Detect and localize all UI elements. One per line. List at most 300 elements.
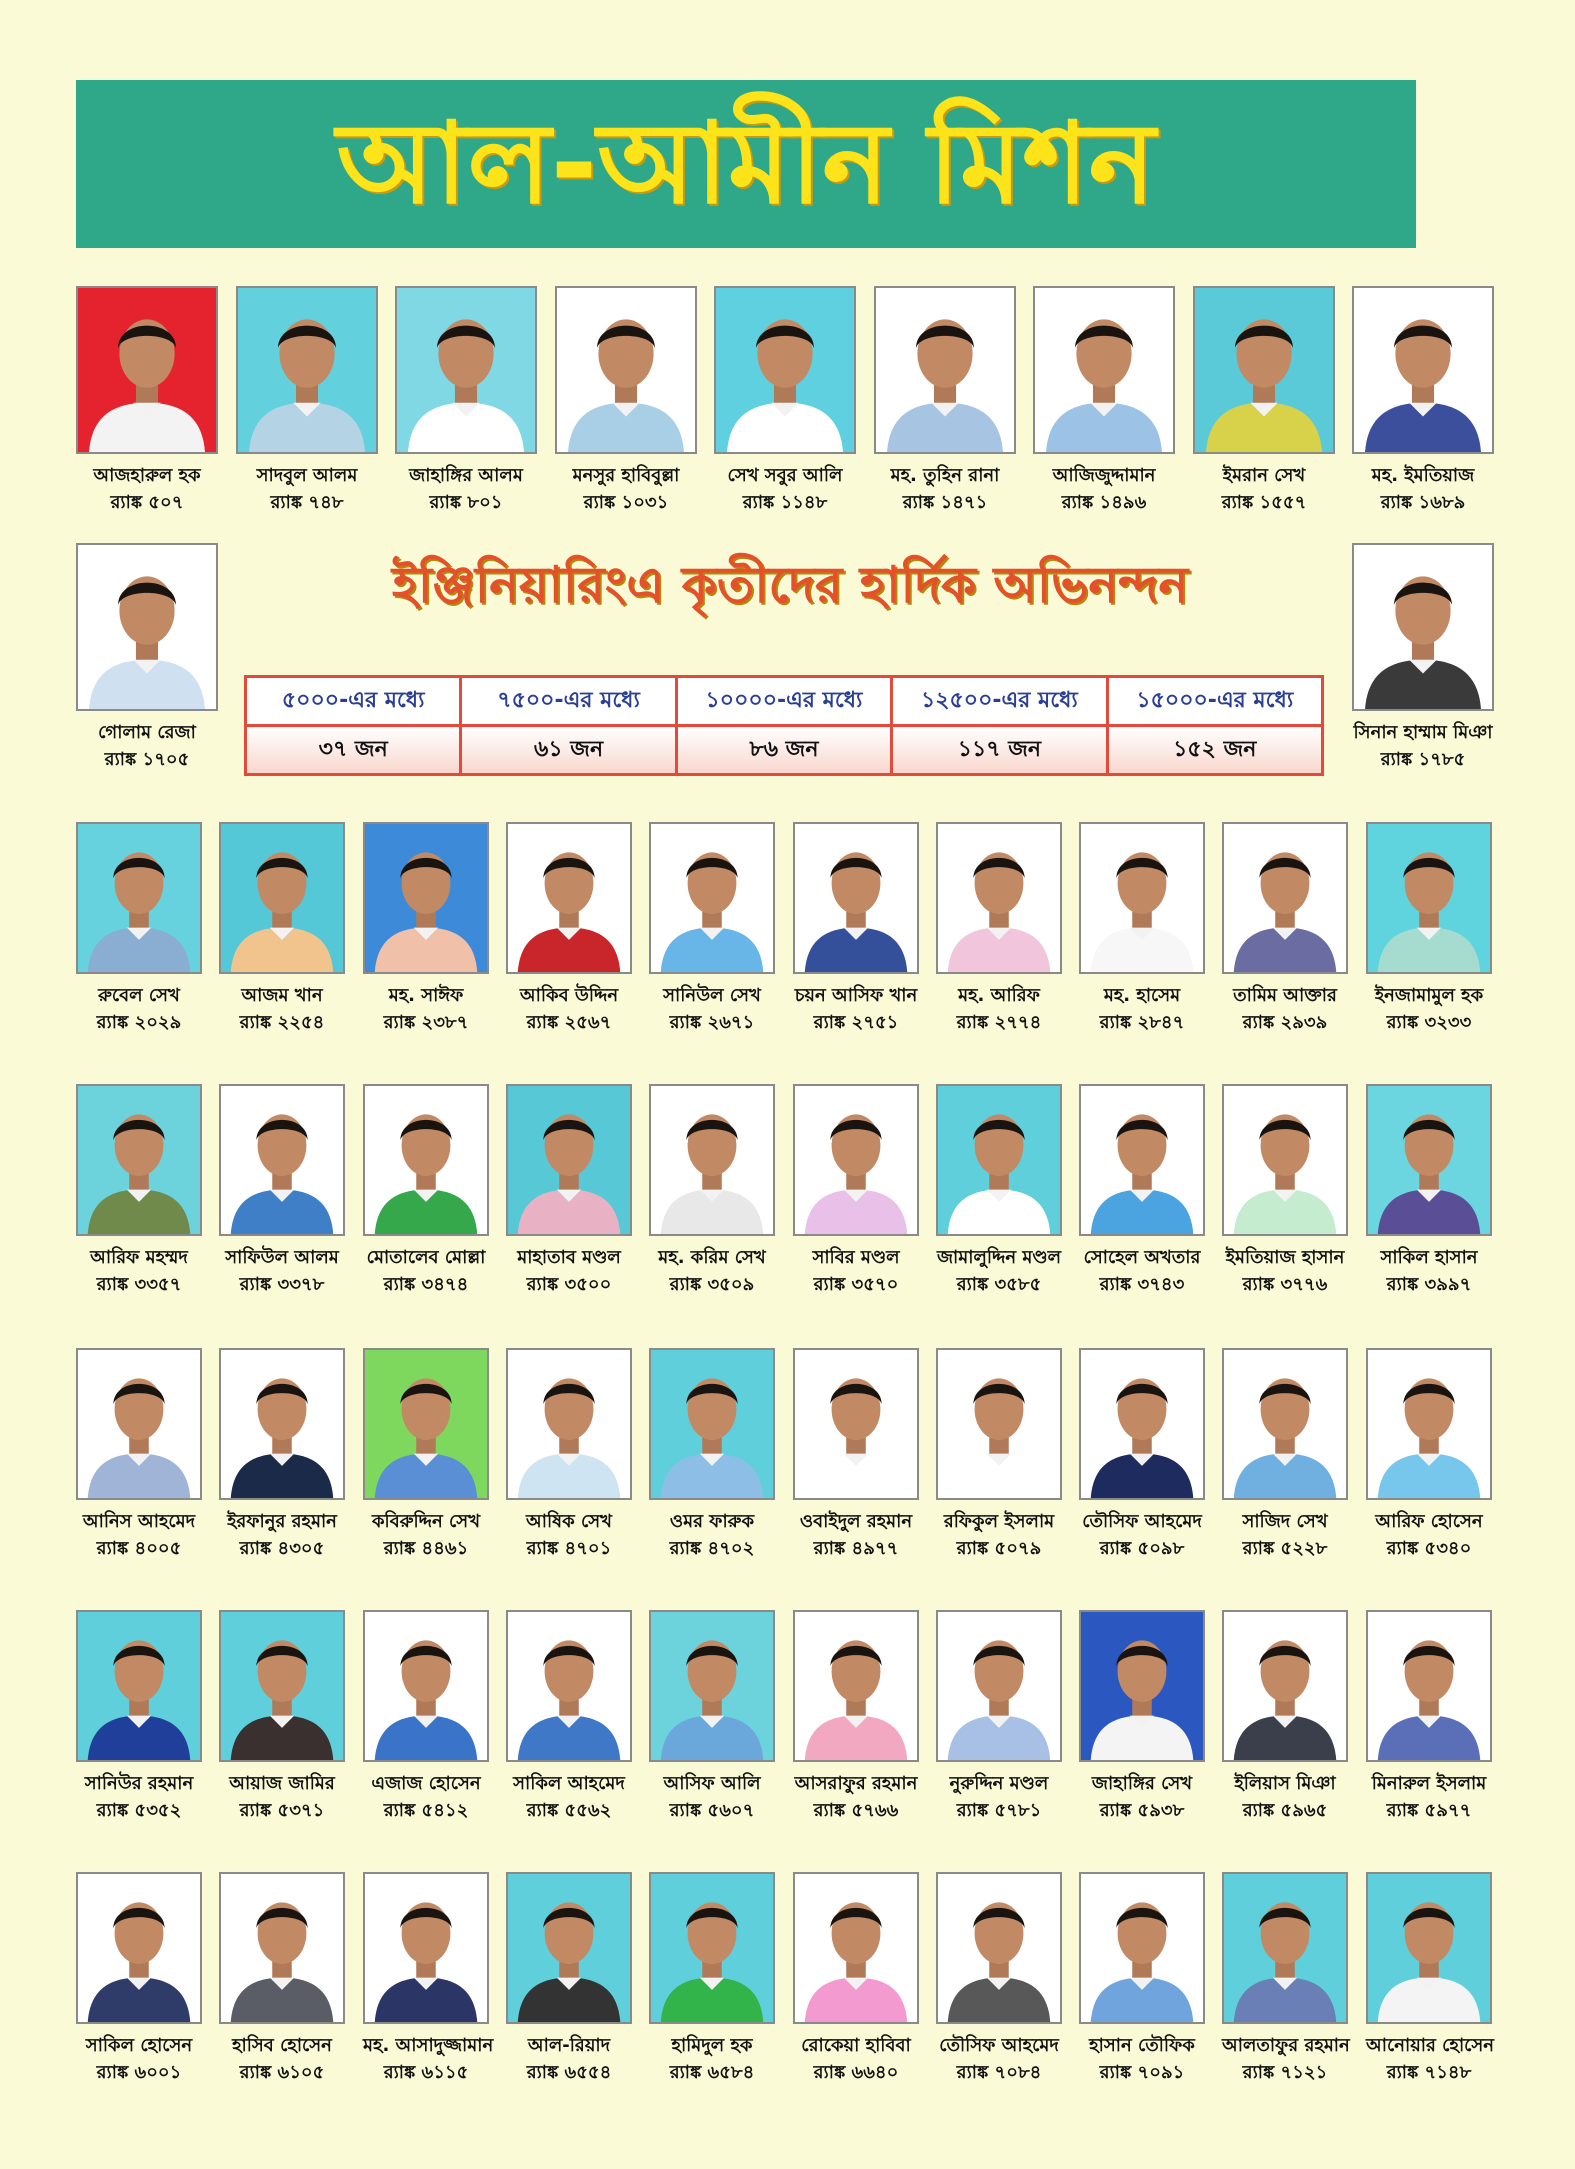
portrait-photo: [1195, 288, 1333, 452]
student-name: জাহাঙ্গির আলম: [409, 465, 523, 486]
portrait-photo: [221, 824, 343, 972]
student-name: জাহাঙ্গির সেখ: [1091, 1773, 1193, 1794]
student-rank: র‍্যাঙ্ক ৬১১৫: [383, 2062, 469, 2083]
student-rank: র‍্যাঙ্ক ৫৪১২: [383, 1800, 469, 1821]
portrait-photo: [1354, 545, 1492, 709]
student-card: [506, 1084, 632, 1298]
student-name: গোলাম রেজা: [98, 722, 196, 743]
portrait-photo: [651, 1874, 773, 2022]
student-card: [506, 1348, 632, 1562]
student-card: [506, 1610, 632, 1824]
portrait-photo: [365, 824, 487, 972]
student-rank: র‍্যাঙ্ক ৭৪৮: [270, 492, 344, 513]
portrait-photo: [508, 1350, 630, 1498]
student-rank: র‍্যাঙ্ক ৫৭৮১: [956, 1800, 1042, 1821]
summary-value: ৮৬ জন: [676, 726, 891, 775]
student-rank: র‍্যাঙ্ক ৫৫৬২: [526, 1800, 612, 1821]
summary-header: ৭৫০০-এর মধ্যে: [461, 677, 676, 726]
student-rank: র‍্যাঙ্ক ৩৫৮৫: [956, 1274, 1042, 1295]
student-name: নুরুদ্দিন মণ্ডল: [949, 1773, 1049, 1794]
portrait-photo: [1081, 1350, 1203, 1498]
student-rank: র‍্যাঙ্ক ৫০৯৮: [1099, 1538, 1185, 1559]
student-card: [219, 1610, 345, 1824]
student-card: [1366, 1084, 1492, 1298]
student-name: আসরাফুর রহমান: [794, 1773, 918, 1794]
student-rank: র‍্যাঙ্ক ৫৩৭১: [239, 1800, 325, 1821]
student-card: [793, 1610, 919, 1824]
student-rank: র‍্যাঙ্ক ৭০৮৪: [956, 2062, 1042, 2083]
student-rank: র‍্যাঙ্ক ২৭৫১: [813, 1012, 899, 1033]
student-name: আরিফ হোসেন: [1375, 1511, 1483, 1532]
student-name: এজাজ হোসেন: [371, 1773, 481, 1794]
student-photo: [76, 1084, 202, 1236]
student-photo: [1079, 1348, 1205, 1500]
student-photo: [793, 1610, 919, 1762]
student-card: [1222, 1610, 1348, 1824]
portrait-photo: [1081, 1612, 1203, 1760]
congratulations-heading: ইঞ্জিনিয়ারিংএ কৃতীদের হার্দিক অভিনন্দন: [391, 556, 1189, 614]
student-rank: র‍্যাঙ্ক ১৭০৫: [104, 749, 190, 770]
student-card: [363, 1610, 489, 1824]
student-name: চয়ন আসিফ খান: [794, 985, 918, 1006]
portrait-photo: [938, 824, 1060, 972]
portrait-photo: [1368, 1612, 1490, 1760]
student-photo: [793, 1872, 919, 2024]
student-photo: [649, 1348, 775, 1500]
student-card: [1079, 1348, 1205, 1562]
student-name: হাসান তৌফিক: [1089, 2035, 1195, 2056]
student-photo: [936, 1348, 1062, 1500]
portrait-photo: [78, 824, 200, 972]
student-photo: [936, 1610, 1062, 1762]
student-name: আজম খান: [241, 985, 323, 1006]
portrait-photo: [795, 1086, 917, 1234]
student-rank: র‍্যাঙ্ক ৩৫০০: [526, 1274, 612, 1295]
student-card: [219, 1084, 345, 1298]
student-name: আনোয়ার হোসেন: [1366, 2035, 1495, 2056]
student-card: [793, 1348, 919, 1562]
student-rank: র‍্যাঙ্ক ৩৯৯৭: [1386, 1274, 1472, 1295]
student-photo: [76, 1348, 202, 1500]
student-photo: [1352, 543, 1494, 711]
student-card: [649, 822, 775, 1036]
student-card: [1222, 822, 1348, 1036]
student-rank: র‍্যাঙ্ক ৪৪৬১: [383, 1538, 469, 1559]
portrait-photo: [365, 1086, 487, 1234]
student-name: মহ. আসাদুজ্জামান: [363, 2035, 494, 2056]
summary-header: ১০০০০-এর মধ্যে: [676, 677, 891, 726]
student-card: [76, 822, 202, 1036]
student-rank: র‍্যাঙ্ক ৬৫৮৪: [669, 2062, 755, 2083]
student-card: [936, 1084, 1062, 1298]
student-photo: [363, 1872, 489, 2024]
student-photo: [936, 1084, 1062, 1236]
student-name: মোতালেব মোল্লা: [366, 1247, 486, 1268]
student-card: [874, 286, 1016, 516]
portrait-photo: [238, 288, 376, 452]
student-photo: [219, 822, 345, 974]
student-card: [649, 1348, 775, 1562]
student-name: সাকিল হোসেন: [85, 2035, 193, 2056]
student-card: [793, 1872, 919, 2086]
portrait-photo: [938, 1874, 1060, 2022]
student-photo: [76, 543, 218, 711]
student-card: [363, 1348, 489, 1562]
student-card: [1222, 1348, 1348, 1562]
student-photo: [363, 822, 489, 974]
student-rank: র‍্যাঙ্ক ৩৭৭৬: [1242, 1274, 1328, 1295]
student-rank: র‍্যাঙ্ক ৩৭৪৩: [1099, 1274, 1185, 1295]
portrait-photo: [1081, 1874, 1203, 2022]
student-name: ওমর ফারুক: [669, 1511, 755, 1532]
portrait-photo: [938, 1612, 1060, 1760]
portrait-photo: [651, 824, 773, 972]
student-rank: র‍্যাঙ্ক ৩৫০৯: [669, 1274, 755, 1295]
student-card: [936, 1872, 1062, 2086]
student-name: আনিস আহমেদ: [82, 1511, 196, 1532]
student-rank: র‍্যাঙ্ক ২২৫৪: [239, 1012, 325, 1033]
student-rank: র‍্যাঙ্ক ২৩৮৭: [383, 1012, 469, 1033]
student-name: সাজিদ সেখ: [1242, 1511, 1328, 1532]
student-rank: র‍্যাঙ্ক ১৫৫৭: [1221, 492, 1307, 513]
student-photo: [363, 1348, 489, 1500]
student-photo: [363, 1610, 489, 1762]
student-name: তৌসিফ আহমেদ: [1082, 1511, 1202, 1532]
student-card: [1079, 1084, 1205, 1298]
student-name: সানিউর রহমান: [84, 1773, 194, 1794]
student-name: সাকিল আহমেদ: [513, 1773, 625, 1794]
student-card: [76, 1084, 202, 1298]
student-name: মহ. তুহিন রানা: [890, 465, 1000, 486]
student-name: ইলিয়াস মিঞা: [1234, 1773, 1336, 1794]
student-photo: [506, 1610, 632, 1762]
student-name: রুবেল সেখ: [98, 985, 180, 1006]
student-card: [936, 1348, 1062, 1562]
portrait-photo: [876, 288, 1014, 452]
student-name: সাদবুল আলম: [256, 465, 358, 486]
student-card: [1193, 286, 1335, 516]
student-rank: র‍্যাঙ্ক ৫৩৫২: [96, 1800, 182, 1821]
portrait-photo: [1368, 1350, 1490, 1498]
student-rank: র‍্যাঙ্ক ৫৯৩৮: [1099, 1800, 1185, 1821]
student-photo: [1366, 1348, 1492, 1500]
summary-header: ১৫০০০-এর মধ্যে: [1107, 677, 1322, 726]
student-rank: র‍্যাঙ্ক ৬৬৪০: [813, 2062, 899, 2083]
student-rank: র‍্যাঙ্ক ৪৯৭৭: [813, 1538, 899, 1559]
portrait-photo: [397, 288, 535, 452]
portrait-photo: [508, 1874, 630, 2022]
student-rank: র‍্যাঙ্ক ২৯৩৯: [1242, 1012, 1328, 1033]
portrait-photo: [365, 1350, 487, 1498]
student-card: [936, 822, 1062, 1036]
portrait-photo: [1224, 1874, 1346, 2022]
portrait-photo: [78, 1086, 200, 1234]
student-photo: [1193, 286, 1335, 454]
student-rank: র‍্যাঙ্ক ৪০০৫: [96, 1538, 182, 1559]
student-name: সিনান হাম্মাম মিঞা: [1353, 722, 1493, 743]
student-card: [1366, 1348, 1492, 1562]
summary-header: ১২৫০০-এর মধ্যে: [892, 677, 1107, 726]
portrait-photo: [221, 1612, 343, 1760]
student-card: [76, 1872, 202, 2086]
student-name: হাসিব হোসেন: [232, 2035, 332, 2056]
student-name: আল-রিয়াদ: [527, 2035, 611, 2056]
student-card: [76, 1610, 202, 1824]
student-photo: [1079, 1872, 1205, 2024]
student-name: সোহেল অখতার: [1083, 1247, 1201, 1268]
student-photo: [1222, 1610, 1348, 1762]
student-rank: র‍্যাঙ্ক ৫২২৮: [1242, 1538, 1328, 1559]
student-name: জামালুদ্দিন মণ্ডল: [936, 1247, 1062, 1268]
student-name: তামিম আক্তার: [1233, 985, 1337, 1006]
student-rank: র‍্যাঙ্ক ১১৪৮: [742, 492, 828, 513]
student-rank: র‍্যাঙ্ক ১৭৮৫: [1380, 749, 1466, 770]
student-photo: [936, 822, 1062, 974]
portrait-photo: [716, 288, 854, 452]
student-card: [363, 822, 489, 1036]
summary-value: ৬১ জন: [461, 726, 676, 775]
student-name: ইমতিয়াজ হাসান: [1225, 1247, 1345, 1268]
portrait-photo: [365, 1612, 487, 1760]
student-photo: [649, 1084, 775, 1236]
student-rank: র‍্যাঙ্ক ৩৫৭০: [813, 1274, 899, 1295]
student-photo: [1079, 1610, 1205, 1762]
student-photo: [1352, 286, 1494, 454]
student-photo: [76, 286, 218, 454]
student-photo: [1366, 822, 1492, 974]
student-photo: [936, 1872, 1062, 2024]
student-photo: [219, 1610, 345, 1762]
portrait-photo: [1368, 1874, 1490, 2022]
student-card: [76, 286, 218, 516]
portrait-photo: [508, 1612, 630, 1760]
student-card: [1222, 1872, 1348, 2086]
banner: [76, 80, 1416, 248]
portrait-photo: [938, 1350, 1060, 1498]
student-card: [1079, 822, 1205, 1036]
student-photo: [649, 1610, 775, 1762]
student-rank: র‍্যাঙ্ক ৪৩০৫: [239, 1538, 325, 1559]
student-name: তৌসিফ আহমেদ: [939, 2035, 1059, 2056]
student-rank: র‍্যাঙ্ক ৩৪৭৪: [383, 1274, 469, 1295]
summary-value: ৩৭ জন: [246, 726, 461, 775]
student-card: [76, 543, 218, 773]
student-name: মহ. আরিফ: [958, 985, 1040, 1006]
summary-value-row: [246, 726, 1323, 775]
student-rank: র‍্যাঙ্ক ৩২৩৩: [1386, 1012, 1472, 1033]
student-rank: র‍্যাঙ্ক ২৫৬৭: [526, 1012, 612, 1033]
student-name: রফিকুল ইসলাম: [943, 1511, 1055, 1532]
student-name: আষিক সেখ: [526, 1511, 612, 1532]
student-name: মহ. ইমতিয়াজ: [1371, 465, 1475, 486]
portrait-photo: [221, 1086, 343, 1234]
student-photo: [219, 1872, 345, 2024]
student-rank: র‍্যাঙ্ক ৫৯৭৭: [1386, 1800, 1472, 1821]
portrait-photo: [221, 1874, 343, 2022]
student-name: আলতাফুর রহমান: [1222, 2035, 1350, 2056]
student-photo: [793, 1084, 919, 1236]
portrait-photo: [1081, 824, 1203, 972]
student-photo: [1222, 822, 1348, 974]
student-rank: র‍্যাঙ্ক ২৭৭৪: [956, 1012, 1042, 1033]
portrait-photo: [1035, 288, 1173, 452]
student-rank: র‍্যাঙ্ক ৭১৪৮: [1386, 2062, 1472, 2083]
student-rank: র‍্যাঙ্ক ৪৭০১: [526, 1538, 612, 1559]
student-card: [1033, 286, 1175, 516]
student-rank: র‍্যাঙ্ক ৩৩৫৭: [96, 1274, 182, 1295]
banner-title: আল-আমীন মিশন: [336, 99, 1156, 229]
student-card: [1222, 1084, 1348, 1298]
student-name: সেখ সবুর আলি: [727, 465, 843, 486]
student-rank: র‍্যাঙ্ক ৫০৭: [110, 492, 184, 513]
student-name: মিনারুল ইসলাম: [1371, 1773, 1487, 1794]
student-card: [1079, 1610, 1205, 1824]
student-card: [506, 822, 632, 1036]
student-card: [1079, 1872, 1205, 2086]
student-card: [793, 822, 919, 1036]
summary-value: ১১৭ জন: [892, 726, 1107, 775]
portrait-photo: [795, 1874, 917, 2022]
student-photo: [1366, 1610, 1492, 1762]
student-photo: [1079, 822, 1205, 974]
portrait-photo: [78, 288, 216, 452]
student-photo: [363, 1084, 489, 1236]
student-name: ইরফানুর রহমান: [227, 1511, 337, 1532]
rank-summary-table: [244, 675, 1324, 776]
student-name: সাফিউল আলম: [225, 1247, 339, 1268]
student-photo: [395, 286, 537, 454]
portrait-photo: [78, 1350, 200, 1498]
student-photo: [1366, 1084, 1492, 1236]
student-photo: [874, 286, 1016, 454]
student-name: মাহাতাব মণ্ডল: [517, 1247, 621, 1268]
student-rank: র‍্যাঙ্ক ৫৯৬৫: [1242, 1800, 1328, 1821]
student-rank: র‍্যাঙ্ক ১৬৮৯: [1380, 492, 1466, 513]
student-photo: [1222, 1084, 1348, 1236]
student-photo: [219, 1084, 345, 1236]
student-photo: [506, 1348, 632, 1500]
student-card: [1352, 543, 1494, 773]
student-name: আসিফ আলি: [663, 1773, 761, 1794]
student-photo: [236, 286, 378, 454]
student-name: সাকিল হাসান: [1380, 1247, 1478, 1268]
portrait-photo: [651, 1350, 773, 1498]
student-card: [219, 1348, 345, 1562]
student-rank: র‍্যাঙ্ক ৭০৯১: [1099, 2062, 1185, 2083]
portrait-photo: [1354, 288, 1492, 452]
student-name: কবিরুদ্দিন সেখ: [371, 1511, 481, 1532]
student-card: [714, 286, 856, 516]
portrait-photo: [938, 1086, 1060, 1234]
summary-value: ১৫২ জন: [1107, 726, 1322, 775]
student-rank: র‍্যাঙ্ক ৫৬০৭: [669, 1800, 755, 1821]
student-rank: র‍্যাঙ্ক ৫৩৪০: [1386, 1538, 1472, 1559]
portrait-photo: [508, 824, 630, 972]
student-name: হামিদুল হক: [671, 2035, 753, 2056]
student-name: আজহারুল হক: [93, 465, 201, 486]
student-card: [793, 1084, 919, 1298]
student-photo: [219, 1348, 345, 1500]
student-card: [363, 1872, 494, 2086]
student-rank: র‍্যাঙ্ক ৫০৭৯: [956, 1538, 1042, 1559]
student-rank: র‍্যাঙ্ক ১৪৯৬: [1061, 492, 1147, 513]
student-card: [936, 1610, 1062, 1824]
student-name: সাবির মণ্ডল: [812, 1247, 900, 1268]
student-name: রোকেয়া হাবিবা: [801, 2035, 911, 2056]
student-rank: র‍্যাঙ্ক ৬৫৫৪: [526, 2062, 612, 2083]
student-photo: [1222, 1348, 1348, 1500]
student-card: [363, 1084, 489, 1298]
student-photo: [555, 286, 697, 454]
student-card: [219, 822, 345, 1036]
student-photo: [76, 1872, 202, 2024]
student-rank: র‍্যাঙ্ক ৪৭০২: [669, 1538, 755, 1559]
student-card: [1366, 822, 1492, 1036]
student-photo: [793, 1348, 919, 1500]
portrait-photo: [1224, 824, 1346, 972]
portrait-photo: [651, 1612, 773, 1760]
student-photo: [649, 822, 775, 974]
portrait-photo: [557, 288, 695, 452]
student-rank: র‍্যাঙ্ক ৭১২১: [1242, 2062, 1328, 2083]
student-rank: র‍্যাঙ্ক ২৮৪৭: [1099, 1012, 1185, 1033]
portrait-photo: [508, 1086, 630, 1234]
student-name: আরিফ মহম্মদ: [90, 1247, 188, 1268]
student-name: মহ. হাসেম: [1103, 985, 1181, 1006]
student-card: [76, 1348, 202, 1562]
student-photo: [1033, 286, 1175, 454]
student-photo: [506, 822, 632, 974]
student-rank: র‍্যাঙ্ক ৬০০১: [96, 2062, 182, 2083]
student-card: [649, 1084, 775, 1298]
student-rank: র‍্যাঙ্ক ১০৩১: [583, 492, 669, 513]
student-rank: র‍্যাঙ্ক ৫৭৬৬: [813, 1800, 899, 1821]
student-card: [555, 286, 697, 516]
student-card: [649, 1610, 775, 1824]
summary-header: ৫০০০-এর মধ্যে: [246, 677, 461, 726]
portrait-photo: [795, 1612, 917, 1760]
student-name: মনসুর হাবিবুল্লা: [572, 465, 680, 486]
portrait-photo: [1224, 1086, 1346, 1234]
student-photo: [506, 1084, 632, 1236]
portrait-photo: [78, 1874, 200, 2022]
student-name: ইমরান সেখ: [1222, 465, 1306, 486]
student-card: [649, 1872, 775, 2086]
portrait-photo: [1368, 824, 1490, 972]
portrait-photo: [651, 1086, 773, 1234]
portrait-photo: [78, 1612, 200, 1760]
student-photo: [76, 1610, 202, 1762]
student-rank: র‍্যাঙ্ক ৬১০৫: [239, 2062, 325, 2083]
student-name: আকিব উদ্দিন: [519, 985, 619, 1006]
student-photo: [1079, 1084, 1205, 1236]
student-name: মহ. করিম সেখ: [658, 1247, 766, 1268]
student-photo: [714, 286, 856, 454]
student-photo: [76, 822, 202, 974]
portrait-photo: [795, 824, 917, 972]
portrait-photo: [795, 1350, 917, 1498]
portrait-photo: [78, 545, 216, 709]
student-card: [236, 286, 378, 516]
student-rank: র‍্যাঙ্ক ৮০১: [429, 492, 503, 513]
student-card: [1366, 1610, 1492, 1824]
summary-header-row: [246, 677, 1323, 726]
portrait-photo: [1081, 1086, 1203, 1234]
portrait-photo: [1368, 1086, 1490, 1234]
student-card: [1352, 286, 1494, 516]
student-photo: [793, 822, 919, 974]
portrait-photo: [1224, 1350, 1346, 1498]
